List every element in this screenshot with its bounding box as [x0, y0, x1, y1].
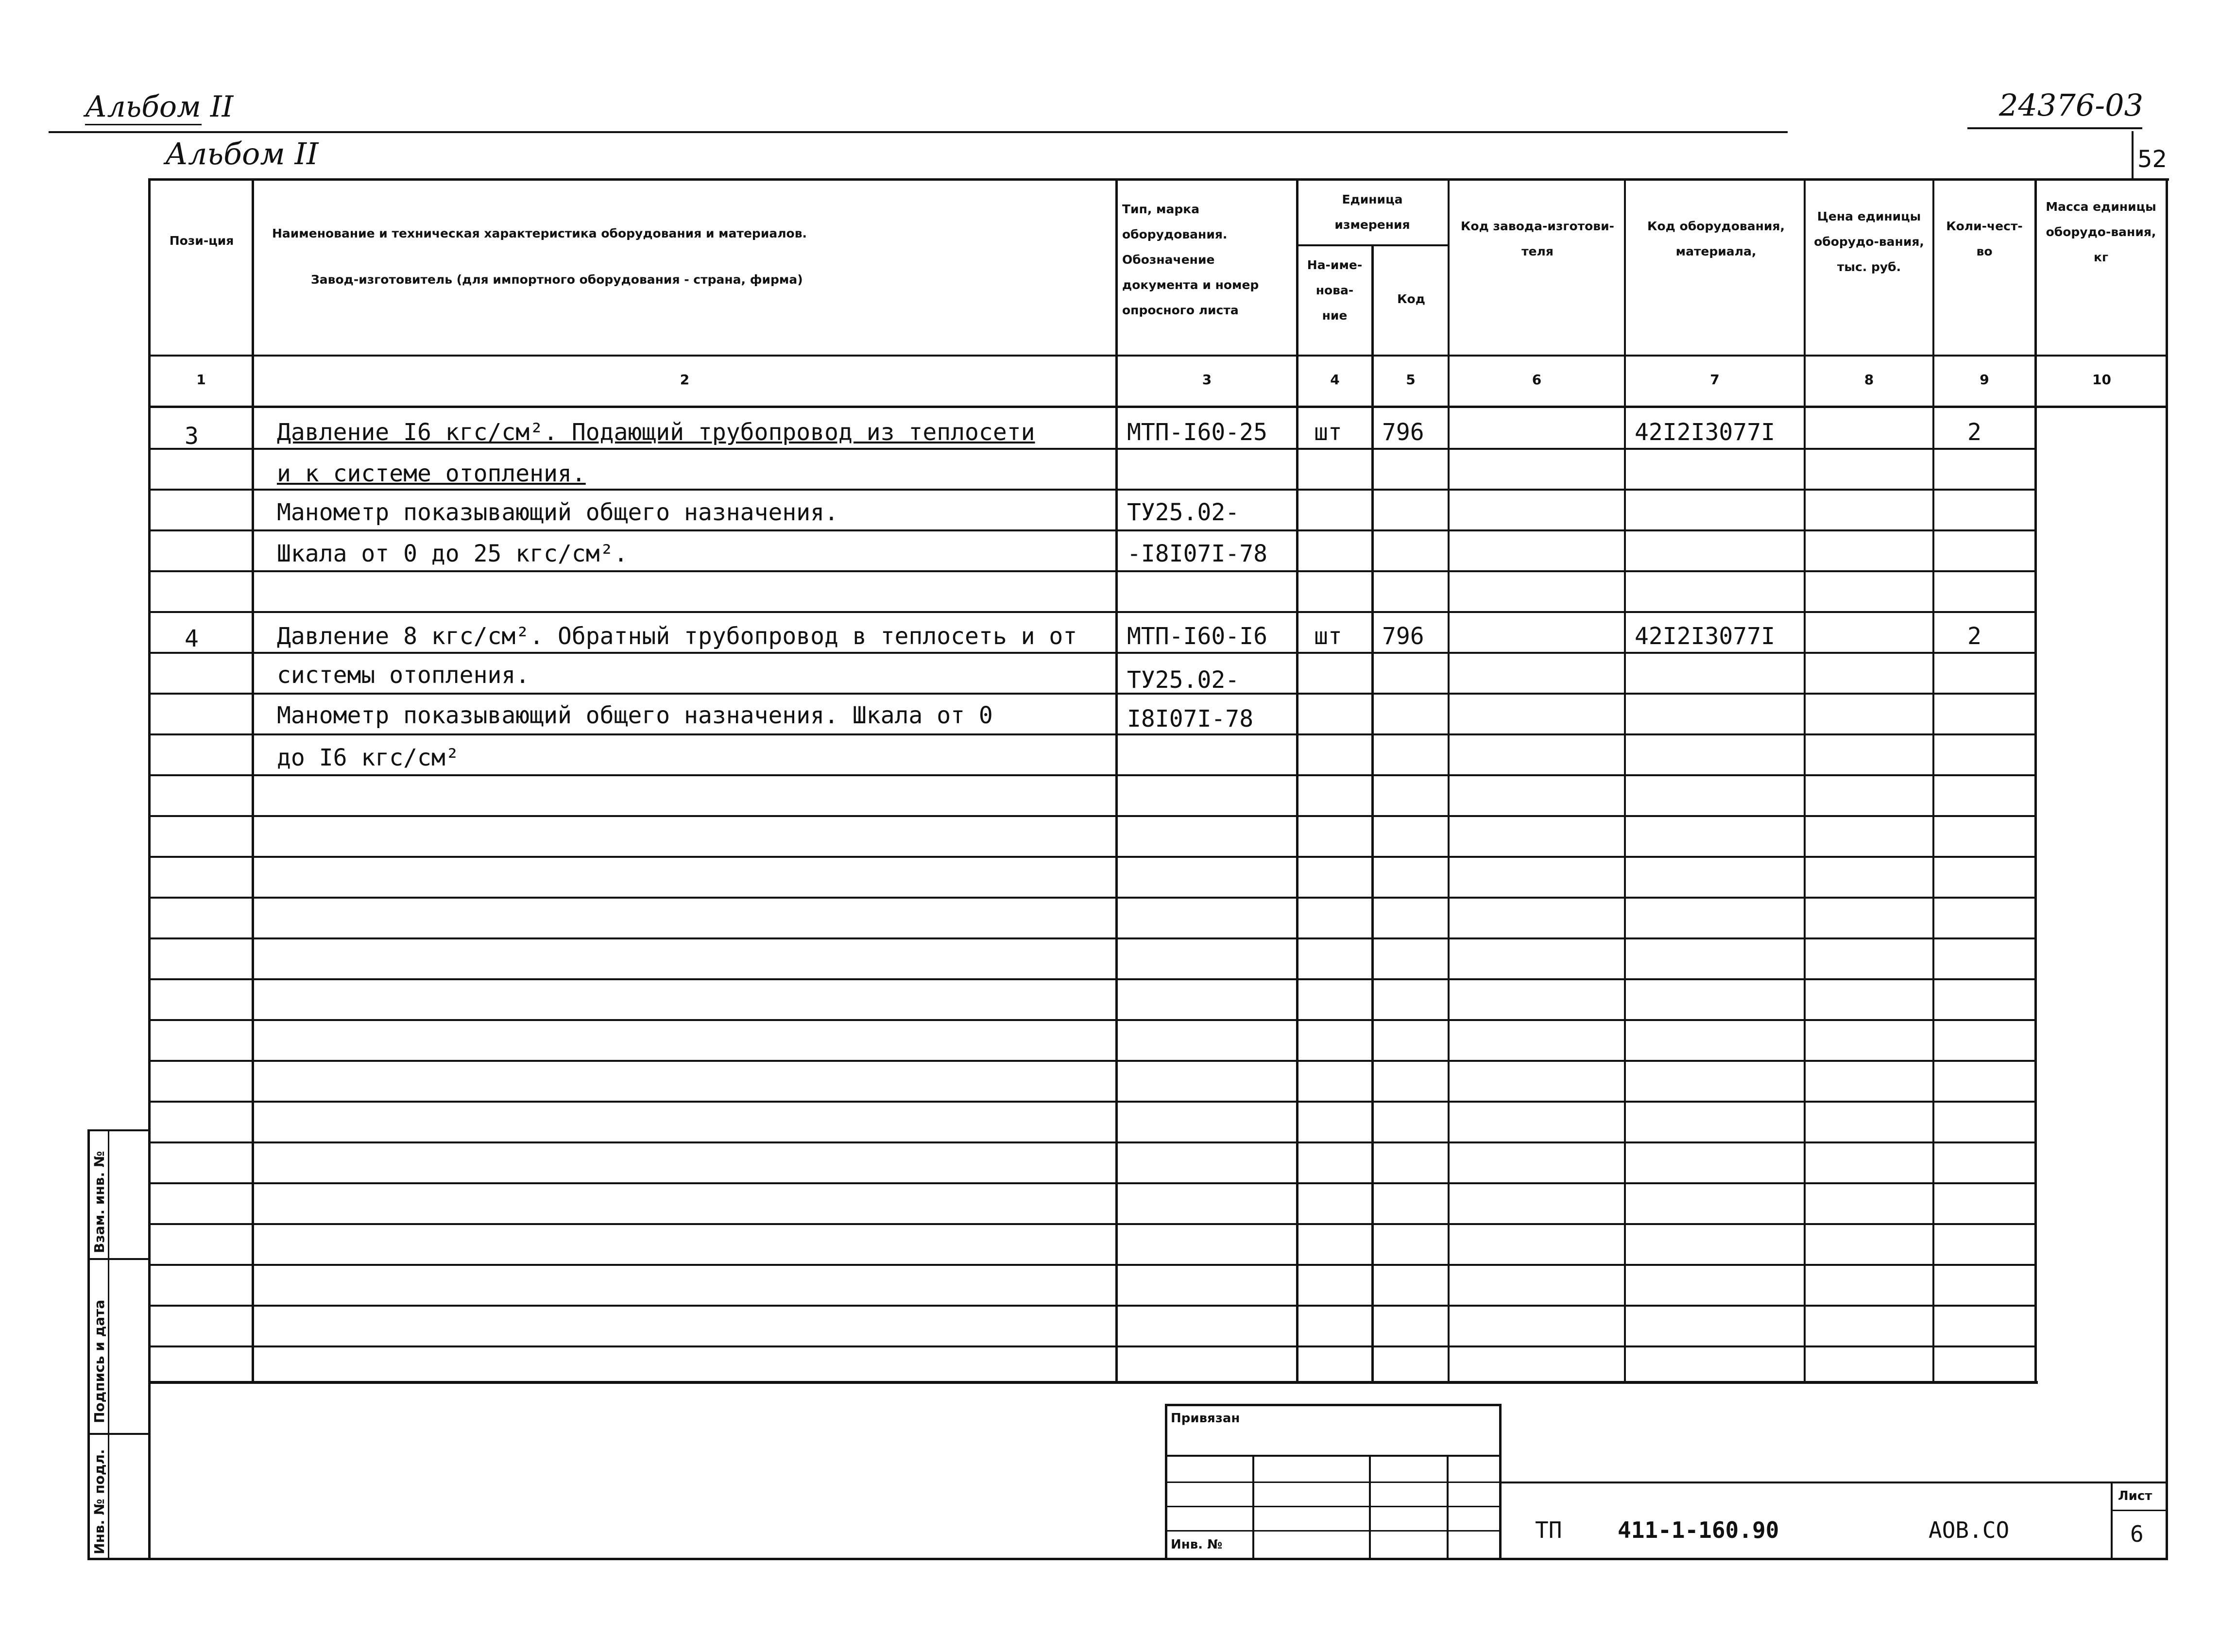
row-name: и к системе отопления.	[277, 460, 586, 487]
table-row-line	[148, 978, 2037, 980]
table-row-line	[148, 1345, 2037, 1347]
table-row-line	[148, 570, 2037, 572]
table-row-line	[148, 652, 2037, 654]
col-number: 4	[1330, 372, 1340, 388]
col-number: 10	[2092, 372, 2111, 388]
header-price: Цена единицы оборудо-вания, тыс. руб.	[1814, 209, 1924, 274]
row-equip-code: 42I2I3077I	[1635, 623, 1775, 650]
row-name: Давление 8 кгс/см². Обратный трубопровод в теплосеть и от	[277, 623, 1077, 650]
row-equip-code: 42I2I3077I	[1635, 419, 1775, 446]
header-mass: Масса единицы оборудо-вания, кг	[2046, 200, 2156, 264]
stamp-tp: ТП	[1535, 1517, 1562, 1543]
table-row-line	[148, 1182, 2037, 1184]
col-number: 6	[1532, 372, 1542, 388]
row-unit: шт	[1314, 623, 1342, 650]
stamp-list-label: Лист	[2118, 1489, 2152, 1503]
table-row-line	[148, 448, 2037, 450]
header-factory-code: Код завода-изготови-теля	[1461, 219, 1614, 258]
stamp-list-value: 6	[2130, 1521, 2144, 1547]
table-row-line	[148, 611, 2037, 613]
frame-bottom	[87, 1558, 2168, 1560]
table-row-line	[148, 1101, 2037, 1103]
row-code: 796	[1382, 623, 1424, 650]
row-pos: 4	[185, 625, 199, 652]
row-name: Шкала от 0 до 25 кгс/см².	[277, 540, 628, 567]
table-row-line	[148, 774, 2037, 776]
col-number: 8	[1864, 372, 1874, 388]
table-row-line	[148, 1264, 2037, 1266]
stamp-project: 411-1-160.90	[1618, 1517, 1779, 1543]
side-stamp-inventory: Инв. № подл.	[91, 1449, 107, 1554]
table-row-line	[148, 733, 2037, 735]
col-number: 5	[1406, 372, 1416, 388]
table-row-line	[148, 856, 2037, 858]
frame-top	[148, 178, 2169, 181]
header-unit-name: На-име-нова-ние	[1307, 258, 1363, 323]
table-row-line	[148, 489, 2037, 491]
stamp-privyazan: Привязан	[1171, 1411, 1240, 1426]
header-name: Наименование и техническая характеристика оборудования и материалов.	[272, 226, 807, 240]
side-stamp-replacement: Взам. инв. №	[91, 1151, 107, 1253]
row-unit: шт	[1314, 419, 1342, 446]
stamp-inv-no: Инв. №	[1171, 1537, 1223, 1552]
row-qty: 2	[1967, 623, 1981, 650]
row-name: Манометр показывающий общего назначения. Шкала от 0	[277, 702, 993, 729]
table-row-line	[148, 1141, 2037, 1143]
row-name: Давление I6 кгс/см². Подающий трубопровод из теплосети	[277, 419, 1035, 446]
row-code: 796	[1382, 419, 1424, 446]
table-row-line	[148, 815, 2037, 817]
row-type: ТУ25.02-	[1127, 666, 1240, 694]
row-type: ТУ25.02-	[1127, 499, 1240, 526]
header-unit-group: Единица измерения	[1334, 192, 1410, 232]
header-qty: Коли-чест-во	[1946, 219, 2023, 258]
table-row-line	[148, 1305, 2037, 1307]
table-row-line	[148, 1060, 2037, 1062]
album-label-frame: Альбом II	[165, 136, 319, 171]
album-label-top: Альбом II	[85, 90, 234, 124]
col-number: 9	[1980, 372, 1989, 388]
row-name: до I6 кгс/см²	[277, 744, 460, 771]
table-row-line	[148, 897, 2037, 899]
table-row-line	[148, 1223, 2037, 1225]
row-type: I8I07I-78	[1127, 705, 1254, 732]
header-pos: Пози-ция	[169, 234, 234, 248]
header-equip-code: Код оборудования, материала,	[1647, 219, 1785, 258]
row-type: -I8I07I-78	[1127, 540, 1267, 567]
row-name: системы отопления.	[277, 662, 530, 689]
col-number: 3	[1202, 372, 1212, 388]
col-number: 1	[196, 372, 206, 388]
col-number: 7	[1710, 372, 1720, 388]
stamp-code: АОВ.СО	[1929, 1517, 2010, 1543]
col-number: 2	[680, 372, 690, 388]
row-type: МТП-I60-I6	[1127, 623, 1267, 650]
side-stamp-signature: Подпись и дата	[91, 1299, 107, 1423]
top-border-line	[49, 131, 1788, 133]
row-qty: 2	[1967, 419, 1981, 446]
header-type: Тип, марка оборудования. Обозначение документа и номер опросного листа	[1122, 202, 1259, 317]
row-type: МТП-I60-25	[1127, 419, 1267, 446]
header-unit-code: Код	[1397, 292, 1425, 306]
page-number: 52	[2137, 146, 2168, 173]
table-row-line	[148, 937, 2037, 939]
doc-number: 24376-03	[1999, 87, 2144, 123]
row-name: Манометр показывающий общего назначения.	[277, 499, 838, 526]
row-pos: 3	[185, 423, 199, 450]
header-factory: Завод-изготовитель (для импортного оборудования - страна, фирма)	[311, 272, 803, 287]
table-row-line	[148, 1019, 2037, 1021]
table-row-line	[148, 693, 2037, 695]
table-row-line	[148, 529, 2037, 531]
album-underline	[85, 124, 202, 125]
